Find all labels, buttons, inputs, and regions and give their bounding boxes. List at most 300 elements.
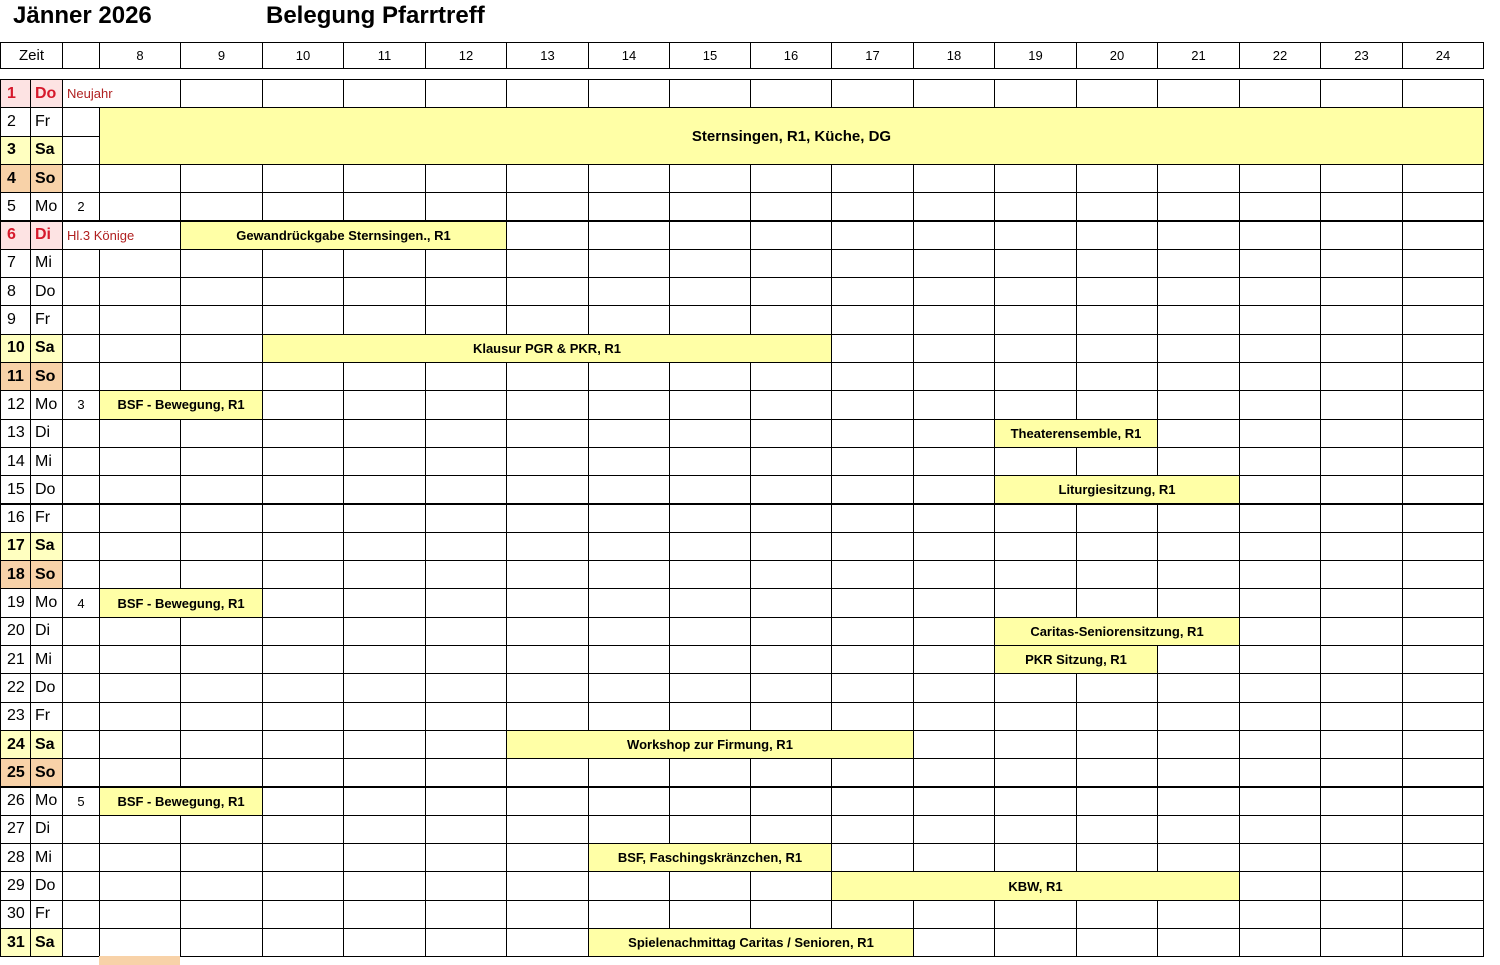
hour-slot (1076, 305, 1158, 334)
hour-slot (588, 815, 670, 844)
hour-slot (1157, 221, 1240, 250)
day-number: 6 (0, 221, 31, 250)
hour-slot (994, 79, 1077, 108)
hour-slot (1402, 475, 1484, 504)
holiday-name: Hl.3 Könige (62, 221, 181, 250)
hour-slot (180, 504, 263, 533)
hour-slot (1402, 504, 1484, 533)
event-booking: BSF - Bewegung, R1 (99, 588, 263, 617)
hour-slot (669, 249, 751, 278)
hour-slot (913, 419, 995, 448)
hour-slot (343, 871, 426, 900)
hour-slot (994, 164, 1077, 193)
hour-slot (1239, 815, 1321, 844)
hour-slot (506, 305, 589, 334)
weekday-label: So (30, 164, 63, 193)
hour-slot (994, 192, 1077, 221)
hour-slot (1157, 588, 1240, 617)
hour-slot (831, 277, 914, 306)
blank-cell (62, 419, 100, 448)
hour-slot (1239, 221, 1321, 250)
weekday-label: Mi (30, 447, 63, 476)
week-number: 5 (62, 787, 100, 816)
hour-slot (506, 192, 589, 221)
hour-slot (1239, 277, 1321, 306)
day-number: 9 (0, 305, 31, 334)
hour-slot (506, 673, 589, 702)
hour-slot (913, 79, 995, 108)
hour-slot (588, 277, 670, 306)
hour-slot (750, 475, 832, 504)
hour-slot (588, 475, 670, 504)
hour-slot (588, 871, 670, 900)
weekday-label: Mo (30, 787, 63, 816)
hour-slot (506, 221, 589, 250)
blank-cell (62, 305, 100, 334)
weekday-label: Sa (30, 928, 63, 957)
hour-slot (1402, 249, 1484, 278)
weekday-label: Mo (30, 390, 63, 419)
hour-slot (669, 504, 751, 533)
event-booking: PKR Sitzung, R1 (994, 645, 1158, 674)
hour-slot (750, 532, 832, 561)
hour-slot (669, 645, 751, 674)
hour-slot (831, 249, 914, 278)
overflow-row-marker (99, 956, 180, 965)
hour-slot (1076, 702, 1158, 731)
hour-slot (831, 645, 914, 674)
hour-slot (262, 900, 344, 929)
hour-slot (180, 277, 263, 306)
hour-slot (1076, 390, 1158, 419)
hour-slot (831, 221, 914, 250)
hour-slot (588, 588, 670, 617)
hour-slot (1157, 815, 1240, 844)
hour-slot (180, 560, 263, 589)
hour-slot (1320, 815, 1403, 844)
hour-slot (343, 758, 426, 787)
event-booking: Theaterensemble, R1 (994, 419, 1158, 448)
hour-slot (831, 532, 914, 561)
day-number: 21 (0, 645, 31, 674)
hour-slot (1239, 192, 1321, 221)
blank-cell (62, 871, 100, 900)
blank-cell (62, 843, 100, 872)
hour-slot (506, 588, 589, 617)
blank-cell (62, 900, 100, 929)
hour-slot (1076, 334, 1158, 363)
hour-slot (1320, 645, 1403, 674)
hour-slot (913, 221, 995, 250)
hour-slot (425, 419, 507, 448)
hour-slot (262, 504, 344, 533)
hour-slot (506, 475, 589, 504)
hour-slot (425, 730, 507, 759)
hour-slot (1239, 928, 1321, 957)
hour-slot (180, 192, 263, 221)
hour-slot (913, 702, 995, 731)
hour-slot (669, 277, 751, 306)
hour-slot (99, 871, 181, 900)
hour-slot (1402, 192, 1484, 221)
hour-slot (588, 192, 670, 221)
day-number: 29 (0, 871, 31, 900)
hour-slot (1402, 532, 1484, 561)
hour-slot (425, 871, 507, 900)
hour-slot (669, 305, 751, 334)
hour-slot (343, 305, 426, 334)
hour-slot (750, 249, 832, 278)
hour-slot (669, 79, 751, 108)
day-number: 7 (0, 249, 31, 278)
hour-slot (99, 702, 181, 731)
hour-slot (262, 843, 344, 872)
hour-slot (669, 900, 751, 929)
blank-cell (62, 673, 100, 702)
hour-slot (343, 79, 426, 108)
hour-slot (343, 815, 426, 844)
hour-slot (262, 447, 344, 476)
event-booking: Caritas-Seniorensitzung, R1 (994, 617, 1240, 646)
hour-slot (262, 249, 344, 278)
hour-slot (506, 702, 589, 731)
hour-slot (1402, 871, 1484, 900)
hour-slot (262, 730, 344, 759)
weekday-label: Do (30, 79, 63, 108)
hour-slot (1320, 79, 1403, 108)
hour-slot (1239, 645, 1321, 674)
hour-slot (506, 928, 589, 957)
weekday-label: Mi (30, 843, 63, 872)
hour-slot (1320, 702, 1403, 731)
hour-slot (994, 928, 1077, 957)
blank-cell (62, 334, 100, 363)
hour-slot (1157, 673, 1240, 702)
hour-header: 15 (669, 42, 751, 69)
hour-slot (1402, 815, 1484, 844)
hour-slot (1320, 871, 1403, 900)
hour-slot (180, 928, 263, 957)
blank-cell (62, 645, 100, 674)
weekday-label: Di (30, 617, 63, 646)
hour-slot (831, 673, 914, 702)
hour-slot (669, 447, 751, 476)
day-number: 15 (0, 475, 31, 504)
hour-slot (831, 815, 914, 844)
hour-slot (1320, 390, 1403, 419)
hour-slot (506, 532, 589, 561)
hour-slot (99, 900, 181, 929)
hour-slot (1239, 419, 1321, 448)
hour-slot (1320, 249, 1403, 278)
hour-header: 20 (1076, 42, 1158, 69)
blank-cell (62, 928, 100, 957)
hour-slot (425, 475, 507, 504)
blank-cell (62, 362, 100, 391)
hour-slot (506, 560, 589, 589)
hour-slot (588, 221, 670, 250)
hour-slot (1320, 192, 1403, 221)
hour-slot (262, 192, 344, 221)
hour-slot (994, 305, 1077, 334)
hour-slot (99, 617, 181, 646)
hour-slot (180, 305, 263, 334)
hour-slot (506, 277, 589, 306)
hour-slot (99, 928, 181, 957)
day-number: 13 (0, 419, 31, 448)
hour-slot (1076, 221, 1158, 250)
time-header: Zeit (0, 42, 63, 69)
hour-slot (750, 192, 832, 221)
hour-slot (994, 447, 1077, 476)
hour-slot (425, 164, 507, 193)
hour-slot (425, 673, 507, 702)
hour-slot (1239, 617, 1321, 646)
hour-slot (1157, 900, 1240, 929)
hour-slot (1076, 787, 1158, 816)
hour-slot (99, 758, 181, 787)
hour-slot (1320, 730, 1403, 759)
hour-slot (750, 504, 832, 533)
weekday-label: Fr (30, 900, 63, 929)
hour-slot (994, 504, 1077, 533)
blank-cell (62, 475, 100, 504)
hour-slot (1402, 758, 1484, 787)
day-number: 11 (0, 362, 31, 391)
hour-slot (506, 645, 589, 674)
hour-slot (1076, 164, 1158, 193)
hour-header: 16 (750, 42, 832, 69)
hour-slot (750, 702, 832, 731)
hour-slot (1239, 588, 1321, 617)
hour-slot (1157, 419, 1240, 448)
hour-slot (913, 730, 995, 759)
hour-slot (1239, 758, 1321, 787)
event-booking: BSF - Bewegung, R1 (99, 390, 263, 419)
sheet-title: Belegung Pfarrtreff (266, 2, 485, 29)
hour-slot (1402, 843, 1484, 872)
hour-slot (1320, 843, 1403, 872)
hour-slot (913, 504, 995, 533)
hour-slot (262, 617, 344, 646)
hour-slot (1157, 702, 1240, 731)
hour-slot (99, 475, 181, 504)
hour-slot (99, 362, 181, 391)
hour-slot (506, 871, 589, 900)
hour-slot (994, 900, 1077, 929)
hour-slot (588, 560, 670, 589)
hour-slot (506, 79, 589, 108)
hour-header: 18 (913, 42, 995, 69)
hour-slot (750, 362, 832, 391)
hour-slot (425, 305, 507, 334)
hour-slot (1320, 673, 1403, 702)
hour-slot (913, 560, 995, 589)
hour-slot (99, 419, 181, 448)
hour-slot (343, 787, 426, 816)
hour-slot (1157, 645, 1240, 674)
hour-slot (669, 221, 751, 250)
hour-slot (99, 249, 181, 278)
hour-slot (1239, 475, 1321, 504)
hour-slot (425, 447, 507, 476)
hour-header: 11 (343, 42, 426, 69)
hour-slot (750, 588, 832, 617)
day-number: 26 (0, 787, 31, 816)
hour-slot (994, 758, 1077, 787)
hour-header: 17 (831, 42, 914, 69)
hour-slot (343, 730, 426, 759)
weekday-label: Di (30, 221, 63, 250)
hour-slot (913, 249, 995, 278)
hour-slot (994, 532, 1077, 561)
hour-slot (1157, 843, 1240, 872)
hour-slot (750, 871, 832, 900)
hour-slot (1076, 504, 1158, 533)
hour-slot (913, 475, 995, 504)
hour-slot (343, 192, 426, 221)
hour-slot (425, 532, 507, 561)
hour-slot (180, 900, 263, 929)
hour-slot (994, 588, 1077, 617)
hour-slot (913, 334, 995, 363)
month-title: Jänner 2026 (13, 2, 152, 29)
weekday-label: Fr (30, 504, 63, 533)
hour-slot (425, 758, 507, 787)
hour-slot (1157, 928, 1240, 957)
hour-slot (913, 390, 995, 419)
weekday-label: Mi (30, 249, 63, 278)
hour-slot (750, 221, 832, 250)
hour-slot (506, 504, 589, 533)
day-number: 28 (0, 843, 31, 872)
hour-slot (913, 588, 995, 617)
hour-slot (1157, 79, 1240, 108)
hour-slot (750, 900, 832, 929)
hour-slot (262, 787, 344, 816)
weekday-label: So (30, 362, 63, 391)
hour-slot (831, 843, 914, 872)
hour-slot (343, 928, 426, 957)
hour-slot (913, 362, 995, 391)
hour-slot (750, 673, 832, 702)
hour-slot (1402, 334, 1484, 363)
day-number: 24 (0, 730, 31, 759)
hour-slot (1157, 787, 1240, 816)
hour-header: 24 (1402, 42, 1484, 69)
hour-slot (425, 645, 507, 674)
event-booking: Liturgiesitzung, R1 (994, 475, 1240, 504)
hour-slot (1320, 560, 1403, 589)
weekday-label: Sa (30, 730, 63, 759)
hour-slot (425, 192, 507, 221)
hour-slot (669, 419, 751, 448)
hour-slot (180, 645, 263, 674)
hour-header: 21 (1157, 42, 1240, 69)
day-number: 16 (0, 504, 31, 533)
hour-slot (669, 192, 751, 221)
hour-slot (343, 504, 426, 533)
hour-slot (180, 702, 263, 731)
day-number: 20 (0, 617, 31, 646)
hour-slot (425, 560, 507, 589)
hour-slot (1320, 475, 1403, 504)
hour-slot (180, 673, 263, 702)
hour-slot (669, 588, 751, 617)
hour-slot (262, 871, 344, 900)
hour-slot (180, 164, 263, 193)
hour-slot (588, 419, 670, 448)
hour-slot (913, 673, 995, 702)
event-booking: Klausur PGR & PKR, R1 (262, 334, 832, 363)
hour-slot (994, 249, 1077, 278)
blank-cell (62, 447, 100, 476)
hour-slot (1402, 362, 1484, 391)
hour-slot (1402, 588, 1484, 617)
hour-slot (180, 730, 263, 759)
weekday-label: Do (30, 871, 63, 900)
hour-slot (669, 815, 751, 844)
hour-slot (913, 164, 995, 193)
hour-slot (1320, 758, 1403, 787)
weekday-label: Mi (30, 645, 63, 674)
hour-slot (343, 164, 426, 193)
hour-slot (180, 249, 263, 278)
hour-slot (669, 532, 751, 561)
hour-slot (1076, 362, 1158, 391)
hour-slot (1320, 419, 1403, 448)
hour-header: 10 (262, 42, 344, 69)
hour-slot (1239, 532, 1321, 561)
hour-slot (1239, 334, 1321, 363)
hour-slot (99, 560, 181, 589)
hour-slot (343, 617, 426, 646)
hour-slot (588, 164, 670, 193)
hour-slot (994, 560, 1077, 589)
hour-slot (99, 305, 181, 334)
hour-slot (994, 334, 1077, 363)
day-number: 8 (0, 277, 31, 306)
hour-slot (506, 815, 589, 844)
hour-slot (425, 928, 507, 957)
hour-slot (506, 617, 589, 646)
hour-slot (1076, 758, 1158, 787)
hour-slot (1239, 900, 1321, 929)
blank-cell (62, 249, 100, 278)
hour-slot (343, 673, 426, 702)
hour-slot (1076, 447, 1158, 476)
hour-slot (1402, 617, 1484, 646)
hour-slot (669, 475, 751, 504)
hour-slot (1402, 787, 1484, 816)
hour-slot (1239, 390, 1321, 419)
weekday-label: Di (30, 815, 63, 844)
hour-slot (750, 787, 832, 816)
hour-slot (1157, 277, 1240, 306)
weekday-label: So (30, 560, 63, 589)
hour-slot (994, 362, 1077, 391)
hour-slot (1239, 249, 1321, 278)
hour-slot (831, 702, 914, 731)
week-number: 3 (62, 390, 100, 419)
hour-slot (506, 900, 589, 929)
hour-slot (262, 305, 344, 334)
hour-slot (831, 900, 914, 929)
hour-slot (262, 532, 344, 561)
blank-cell (62, 702, 100, 731)
hour-slot (1402, 419, 1484, 448)
hour-slot (994, 843, 1077, 872)
